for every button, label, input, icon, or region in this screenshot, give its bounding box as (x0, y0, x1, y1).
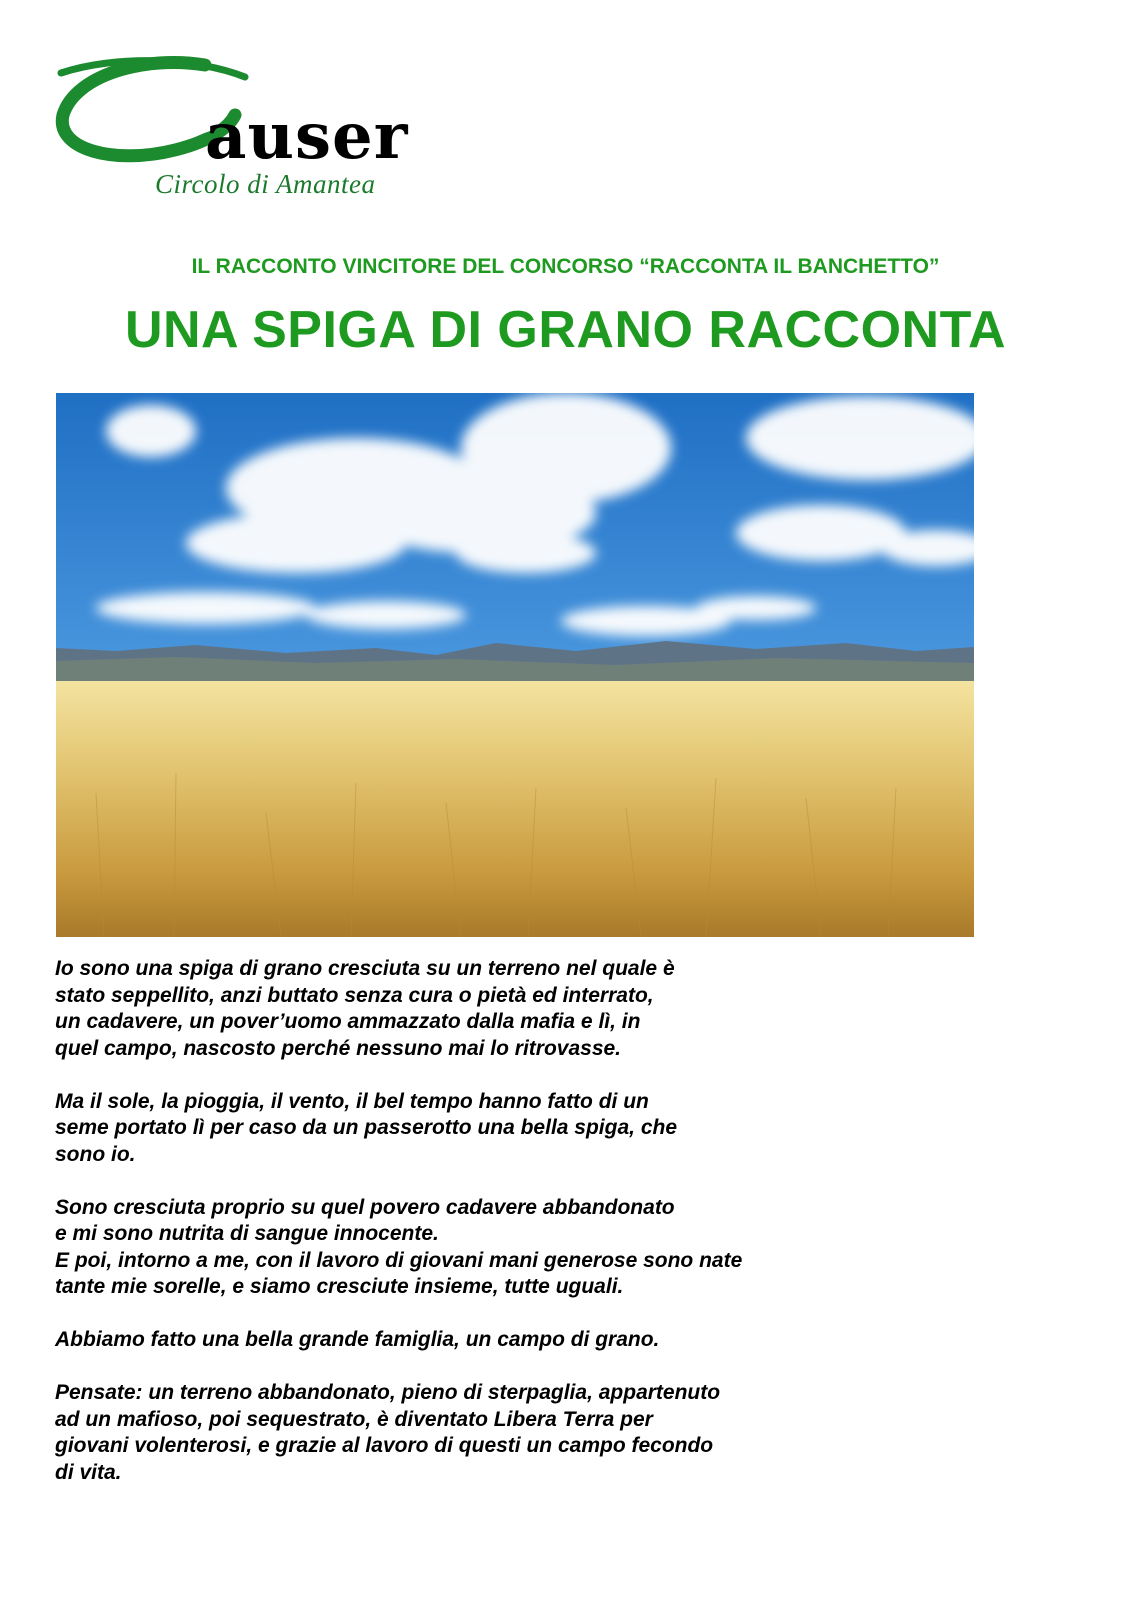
story-paragraph: Ma il sole, la pioggia, il vento, il bel tempo hanno fatto di un seme portato lì per caso da un passerotto una bella spiga, che sono io. (55, 1089, 678, 1166)
story-paragraph: Io sono una spiga di grano cresciuta su un terreno nel quale è stato seppellito, anzi buttato senza cura o pietà ed interrato, un cadavere, un pover’uomo ammazzato dalla mafia e lì, in quel campo, nascosto perché nessuno mai lo ritrovasse. (55, 957, 675, 1060)
story-text (55, 956, 955, 1513)
logo-subtitle-text: Circolo di Amantea (155, 169, 376, 199)
wheat-field-photo (56, 393, 974, 937)
story-paragraph: Pensate: un terreno abbandonato, pieno di sterpaglia, appartenuto ad un mafioso, poi sequestrato, è diventato Libera Terra per giovani volenterosi, e grazie al lavoro di questi un campo fecondo di vita. (55, 1381, 721, 1484)
auser-logo (55, 55, 475, 205)
story-paragraph: Sono cresciuta proprio su quel povero cadavere abbandonato e mi sono nutrita di sangue innocente. E poi, intorno a me, con il lavoro di giovani mani generose sono nate tante mie sorelle, e siamo cresciute insieme, tutte uguali. (55, 1195, 743, 1298)
page-title: UNA SPIGA DI GRANO RACCONTA (124, 301, 1007, 359)
contest-subtitle: IL RACCONTO VINCITORE DEL CONCORSO “RACCONTA IL BANCHETTO” (191, 255, 940, 278)
logo-brand-text: auser (205, 99, 409, 174)
story-paragraph: Abbiamo fatto una bella grande famiglia, un campo di grano. (55, 1328, 660, 1351)
